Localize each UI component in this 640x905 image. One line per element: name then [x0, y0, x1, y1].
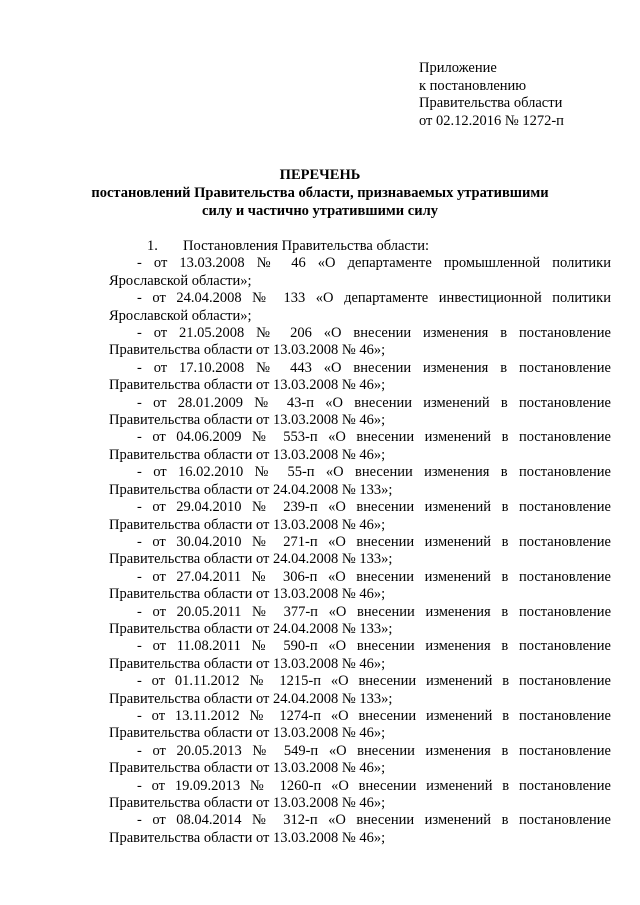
list-item [109, 673, 611, 708]
appendix-line: Приложение [419, 60, 497, 76]
list-item [109, 638, 611, 673]
list-item-line-1: - от 21.05.2008 № 206 «О внесении изменения в постановление [137, 325, 611, 342]
list-item-line-1: - от 08.04.2014 № 312-п «О внесении изменений в постановление [137, 812, 611, 829]
appendix-line: от 02.12.2016 № 1272-п [419, 112, 564, 129]
list-item-line-2: Правительства области от 13.03.2008 № 46»; [109, 655, 386, 672]
list-item-line-1: - от 04.06.2009 № 553-п «О внесении изменений в постановление [137, 429, 611, 446]
heading-subtitle-line: постановлений Правительства области, признаваемых утратившими [91, 184, 549, 201]
list-item-line-2: Правительства области от 13.03.2008 № 46»; [109, 760, 386, 777]
list-item [109, 290, 611, 325]
list-item-line-1: - от 27.04.2011 № 306-п «О внесении изменений в постановление [137, 568, 611, 585]
list-item [109, 464, 611, 499]
list-item-line-1: - от 30.04.2010 № 271-п «О внесении изменений в постановление [137, 533, 611, 550]
list-item [109, 325, 611, 360]
list-item [109, 429, 611, 464]
list-item-line-2: Правительства области от 13.03.2008 № 46»; [109, 586, 386, 603]
list-item-line-2: Правительства области от 24.04.2008 № 133»; [109, 690, 393, 707]
resolution-list [109, 255, 611, 847]
list-item-line-1: - от 11.08.2011 № 590-п «О внесении изменения в постановление [137, 638, 611, 655]
list-item-line-2: Правительства области от 24.04.2008 № 133»; [109, 551, 393, 568]
document-heading [0, 167, 640, 220]
list-item-line-1: - от 29.04.2010 № 239-п «О внесении изменений в постановление [137, 499, 611, 516]
list-item-line-1: - от 13.11.2012 № 1274-п «О внесении изменений в постановление [137, 707, 611, 724]
list-item-line-2: Правительства области от 13.03.2008 № 46»; [109, 342, 386, 359]
list-item-line-1: - от 01.11.2012 № 1215-п «О внесении изменений в постановление [137, 673, 611, 690]
list-item-line-2: Правительства области от 24.04.2008 № 133»; [109, 481, 393, 498]
appendix-line: Правительства области [419, 95, 563, 112]
list-item [109, 708, 611, 743]
list-item [109, 499, 611, 534]
appendix-line: к постановлению [419, 77, 527, 94]
section-number: 1. [147, 238, 158, 254]
section-1 [109, 238, 611, 847]
list-item [109, 778, 611, 813]
list-item-line-2: Правительства области от 13.03.2008 № 46»; [109, 446, 386, 463]
heading-title: ПЕРЕЧЕНЬ [279, 167, 361, 183]
list-item-line-1: - от 13.03.2008 № 46 «О департаменте промышленной политики [137, 255, 611, 272]
list-item-line-1: - от 17.10.2008 № 443 «О внесении изменения в постановление [137, 359, 611, 376]
list-item [109, 534, 611, 569]
list-item [109, 360, 611, 395]
list-item [109, 255, 611, 290]
list-item-line-2: Правительства области от 13.03.2008 № 46»; [109, 725, 386, 742]
list-item-line-1: - от 16.02.2010 № 55-п «О внесении изменения в постановление [137, 464, 611, 481]
list-item [109, 743, 611, 778]
list-item-line-2: Правительства области от 13.03.2008 № 46»; [109, 829, 386, 846]
list-item-line-2: Правительства области от 13.03.2008 № 46»; [109, 516, 386, 533]
list-item-line-1: - от 20.05.2013 № 549-п «О внесении изменения в постановление [137, 742, 611, 759]
appendix-block [419, 60, 564, 130]
list-item-line-2: Правительства области от 13.03.2008 № 46»; [109, 377, 386, 394]
section-title [109, 238, 611, 255]
list-item-line-2: Ярославской области»; [109, 307, 252, 324]
list-item-line-2: Ярославской области»; [109, 272, 252, 289]
list-item-line-1: - от 28.01.2009 № 43-п «О внесении изменений в постановление [137, 394, 611, 411]
list-item [109, 395, 611, 430]
heading-subtitle-line: силу и частично утратившими силу [202, 202, 438, 219]
list-item-line-2: Правительства области от 24.04.2008 № 133»; [109, 620, 393, 637]
list-item-line-2: Правительства области от 13.03.2008 № 46»; [109, 412, 386, 429]
list-item-line-2: Правительства области от 13.03.2008 № 46»; [109, 795, 386, 811]
section-title-text: Постановления Правительства области: [183, 238, 429, 254]
list-item-line-1: - от 20.05.2011 № 377-п «О внесении изменения в постановление [137, 603, 611, 620]
list-item-line-1: - от 24.04.2008 № 133 «О департаменте инвестиционной политики [137, 290, 611, 307]
list-item-line-1: - от 19.09.2013 № 1260-п «О внесении изменений в постановление [137, 777, 611, 794]
list-item [109, 569, 611, 604]
list-item [109, 604, 611, 639]
list-item [109, 812, 611, 847]
